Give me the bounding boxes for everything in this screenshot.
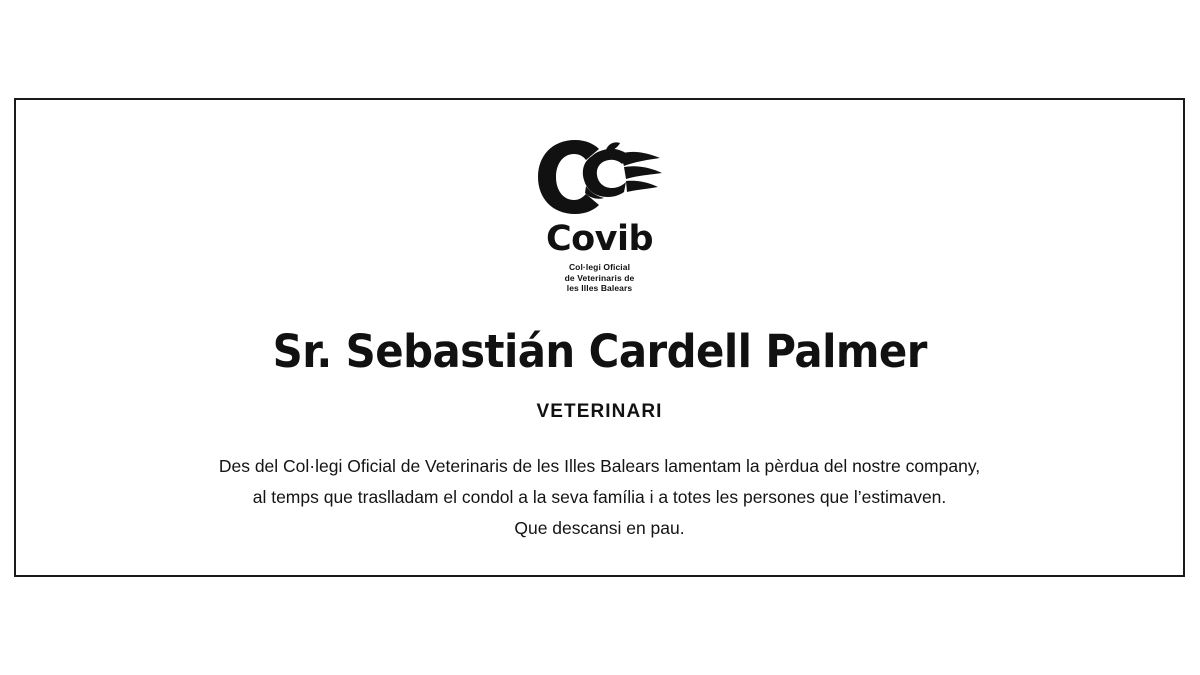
- deceased-role: VETERINARI: [536, 401, 663, 423]
- covib-subtitle-line-1: Col·legi Oficial: [568, 262, 631, 272]
- condolence-message-line-2: al temps que traslladam el condol a la seva família i a totes les persones que l’estimaven.: [252, 487, 947, 508]
- condolence-message-line-3: Que descansi en pau.: [514, 518, 685, 539]
- covib-subtitle-line-2: de Veterinaris de: [564, 272, 635, 283]
- covib-sheep-head-logo-icon: [534, 134, 666, 220]
- covib-subtitle-line-3: les Illes Balears: [566, 283, 633, 294]
- covib-wordmark: Covib: [545, 219, 654, 259]
- obituary-notice-card: [14, 98, 1185, 577]
- covib-logo: [525, 134, 675, 294]
- deceased-name: Sr. Sebastián Cardell Palmer: [272, 324, 927, 378]
- condolence-message-line-1: Des del Col·legi Oficial de Veterinaris de les Illes Balears lamentam la pèrdua del nostre company,: [218, 456, 981, 477]
- notice-content: [16, 100, 1183, 575]
- condolence-message: [100, 451, 1100, 544]
- covib-subtitle: [565, 262, 635, 294]
